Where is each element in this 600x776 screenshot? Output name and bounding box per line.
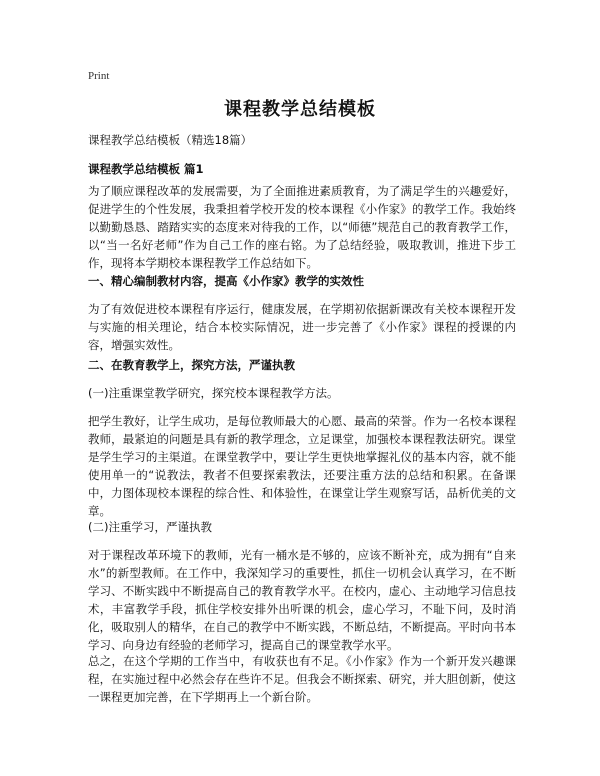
page-title: 课程教学总结模板 bbox=[224, 99, 376, 120]
paragraph-intro: 为了顺应课程改革的发展需要，为了全面推进素质教育，为了满足学生的兴趣爱好，促进学生的个性发展，我秉担着学校开发的校本课程《小作家》的教学工作。我始终以勤勤恳恳、踏踏实实的态度来对待我的工作，以“师德”规范自己的教育教学工作，以“当一名好老师”作为自己工作的座右铭。为了总结经验，吸取教训，推进下步工作，现将本学期校本课程教学工作总结如下。 bbox=[88, 184, 516, 270]
print-label: Print bbox=[88, 70, 110, 82]
paragraph-conclusion: 总之，在这个学期的工作当中，有收获也有不足。《小作家》作为一个新开发兴趣课程，在实施过程中必然会存在些许不足。但我会不断探索、研究，并大胆创新，使这一课程更加完善，在下学期再上一个新台阶。 bbox=[88, 654, 516, 704]
paragraph-one: 为了有效促进校本课程有序运行，健康发展，在学期初依据新课改有关校本课程开发与实施的相关理论，结合本校实际情况，进一步完善了《小作家》课程的授课的内容，增强实效性。 bbox=[88, 302, 516, 352]
paragraph-three: 对于课程改革环境下的教师，光有一桶水是不够的，应该不断补充，成为拥有“自来水”的新型教师。在工作中，我深知学习的重要性，抓住一切机会认真学习，在不断学习、不断实践中不断提高自己的教育教学水平。在校内，虚心、主动地学习信息技术，丰富教学手段，抓住学校安排外出听课的机会，虚心学习，不耻下问，及时消化，吸取别人的精华，在自己的教学中不断实践，不断总结，不断提高。平时向书本学习、向身边有经验的老师学习，提高自己的课堂教学水平。 bbox=[88, 548, 516, 652]
document-subtitle: 课程教学总结模板（精选18篇） bbox=[88, 133, 253, 147]
sub-heading-one: (一)注重课堂教学研究，探究校本课程教学方法。 bbox=[88, 386, 339, 400]
paragraph-two: 把学生教好，让学生成功，是每位教师最大的心愿、最高的荣誉。作为一名校本课程教师，最紧迫的问题是具有新的教学理念，立足课堂，加强校本课程教法研究。课堂是学生学习的主渠道。在课堂教学中，要让学生更快地掌握礼仪的基本内容，就不能使用单一的“说教法，教者不但要探索教法，还要注重方法的总结和积累。在备课中，力图体现校本课程的综合性、和体验性，在课堂让学生观察写话，品析优美的文章。 bbox=[88, 414, 516, 518]
heading-one: 一、精心编制教材内容，提高《小作家》教学的实效性 bbox=[88, 274, 364, 288]
heading-two: 二、在教育教学上，探究方法，严谨执教 bbox=[88, 358, 295, 372]
sub-heading-two: (二)注重学习，严谨执教 bbox=[88, 520, 212, 534]
section-heading: 课程教学总结模板 篇1 bbox=[88, 162, 204, 176]
